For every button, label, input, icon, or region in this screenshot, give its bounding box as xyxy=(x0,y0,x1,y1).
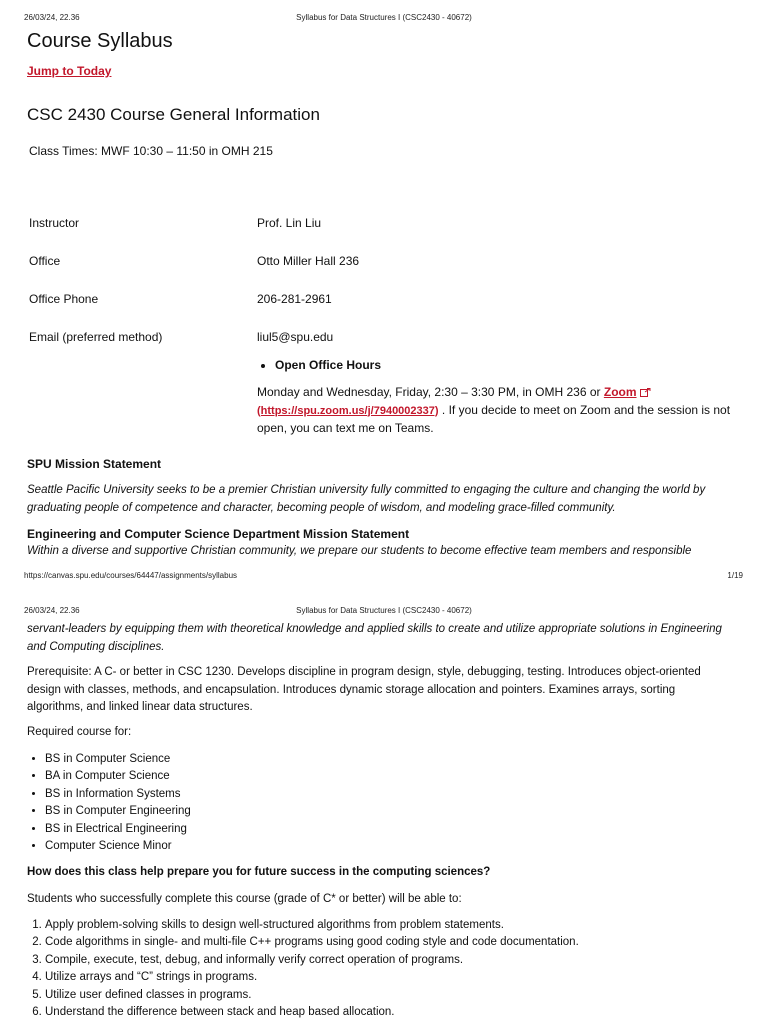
required-list xyxy=(27,751,191,855)
prereq-line-2: design with classes, methods, and encapsulation. Introduces dynamic storage allocation and pointers. Examines arrays, sorting xyxy=(27,683,676,696)
outcomes-list xyxy=(27,917,579,1021)
info-label-office: Office xyxy=(29,254,61,268)
info-value-office: Otto Miller Hall 236 xyxy=(257,254,360,268)
office-hours-text xyxy=(257,384,747,438)
info-label-phone: Office Phone xyxy=(29,292,99,306)
info-label-email: Email (preferred method) xyxy=(29,330,163,344)
print-header-date-2: 26/03/24, 22.36 xyxy=(24,606,80,615)
prereq-line-3: algorithms, and linked linear data structures. xyxy=(27,701,253,713)
dept-line-2: servant-leaders by equipping them with theoretical knowledge and applied skills to create and utilize appropriate solutions in Engineering xyxy=(27,623,722,635)
info-value-instructor: Prof. Lin Liu xyxy=(257,216,322,230)
list-item: • BS in Electrical Engineering xyxy=(45,821,191,838)
info-label-instructor: Instructor xyxy=(29,216,80,230)
list-item: 5. Utilize user defined classes in programs. xyxy=(45,987,579,1004)
list-item: 2. Code algorithms in single- and multi-file C++ programs using good coding style and code documentation. xyxy=(45,934,579,951)
zoom-url-link[interactable]: (https://spu.zoom.us/j/7940002337) xyxy=(257,404,439,417)
info-value-phone: 206-281-2961 xyxy=(257,292,332,306)
success-heading: How does this class help prepare you for future success in the computing sciences? xyxy=(27,866,491,878)
class-times: Class Times: MWF 10:30 – 11:50 in OMH 215 xyxy=(29,144,273,158)
list-item: • BS in Information Systems xyxy=(45,786,191,803)
list-item: • BS in Computer Science xyxy=(45,751,191,768)
success-intro: Students who successfully complete this course (grade of C* or better) will be able to: xyxy=(27,893,462,905)
office-hours-heading: • Open Office Hours xyxy=(275,357,755,374)
list-item: • BA in Computer Science xyxy=(45,768,191,785)
mission-line-2: graduating people of competence and character, becoming people of wisdom, and modeling grace-filled community. xyxy=(27,501,616,514)
print-header-title-2: Syllabus for Data Structures I (CSC2430 - 40672) xyxy=(296,606,472,615)
print-footer-page: 1/19 xyxy=(727,571,743,580)
mission-line-1: Seattle Pacific University seeks to be a premier Christian university fully committed to engaging the culture and changing the world by xyxy=(27,484,706,496)
print-header-date: 26/03/24, 22.36 xyxy=(24,13,80,22)
list-item: • BS in Computer Engineering xyxy=(45,803,191,820)
office-hours-text-line3: open, you can text me on Teams. xyxy=(257,421,434,435)
list-item: 4. Utilize arrays and “C” strings in programs. xyxy=(45,969,579,986)
jump-to-today-link[interactable]: Jump to Today xyxy=(27,64,112,78)
mission-heading: SPU Mission Statement xyxy=(27,457,162,471)
dept-heading: Engineering and Computer Science Department Mission Statement xyxy=(27,527,410,541)
list-item: • Computer Science Minor xyxy=(45,838,191,855)
section-title: CSC 2430 Course General Information xyxy=(27,105,320,124)
required-label: Required course for: xyxy=(27,726,132,738)
prereq-line-1: Prerequisite: A C- or better in CSC 1230. Develops discipline in program design, style, debugging, testing. Introduces object-oriented xyxy=(27,666,701,678)
dept-line-3: and Computing disciplines. xyxy=(27,640,165,653)
prerequisite-text xyxy=(27,664,701,717)
print-header-title: Syllabus for Data Structures I (CSC2430 - 40672) xyxy=(296,13,472,22)
print-footer-url: https://canvas.spu.edu/courses/64447/assignments/syllabus xyxy=(24,571,238,580)
info-value-email: liul5@spu.edu xyxy=(257,330,334,344)
zoom-link[interactable]: Zoom xyxy=(603,385,637,399)
external-link-icon xyxy=(640,385,651,394)
mission-text xyxy=(27,482,705,517)
dept-text-cont xyxy=(27,621,722,656)
office-hours-text-after: . If you decide to meet on Zoom and the session is not xyxy=(438,402,731,417)
dept-line-1: Within a diverse and supportive Christian community, we prepare our students to become effective team members and responsible xyxy=(27,545,692,557)
list-item: 6. Understand the difference between stack and heap based allocation. xyxy=(45,1004,579,1021)
list-item: 1. Apply problem-solving skills to design well-structured algorithms from problem statements. xyxy=(45,917,579,934)
list-item: 3. Compile, execute, test, debug, and informally verify correct operation of programs. xyxy=(45,952,579,969)
office-hours-list xyxy=(257,357,755,374)
office-hours-text-before: Monday and Wednesday, Friday, 2:30 – 3:30 PM, in OMH 236 or xyxy=(257,385,604,399)
page-title: Course Syllabus xyxy=(27,30,173,52)
